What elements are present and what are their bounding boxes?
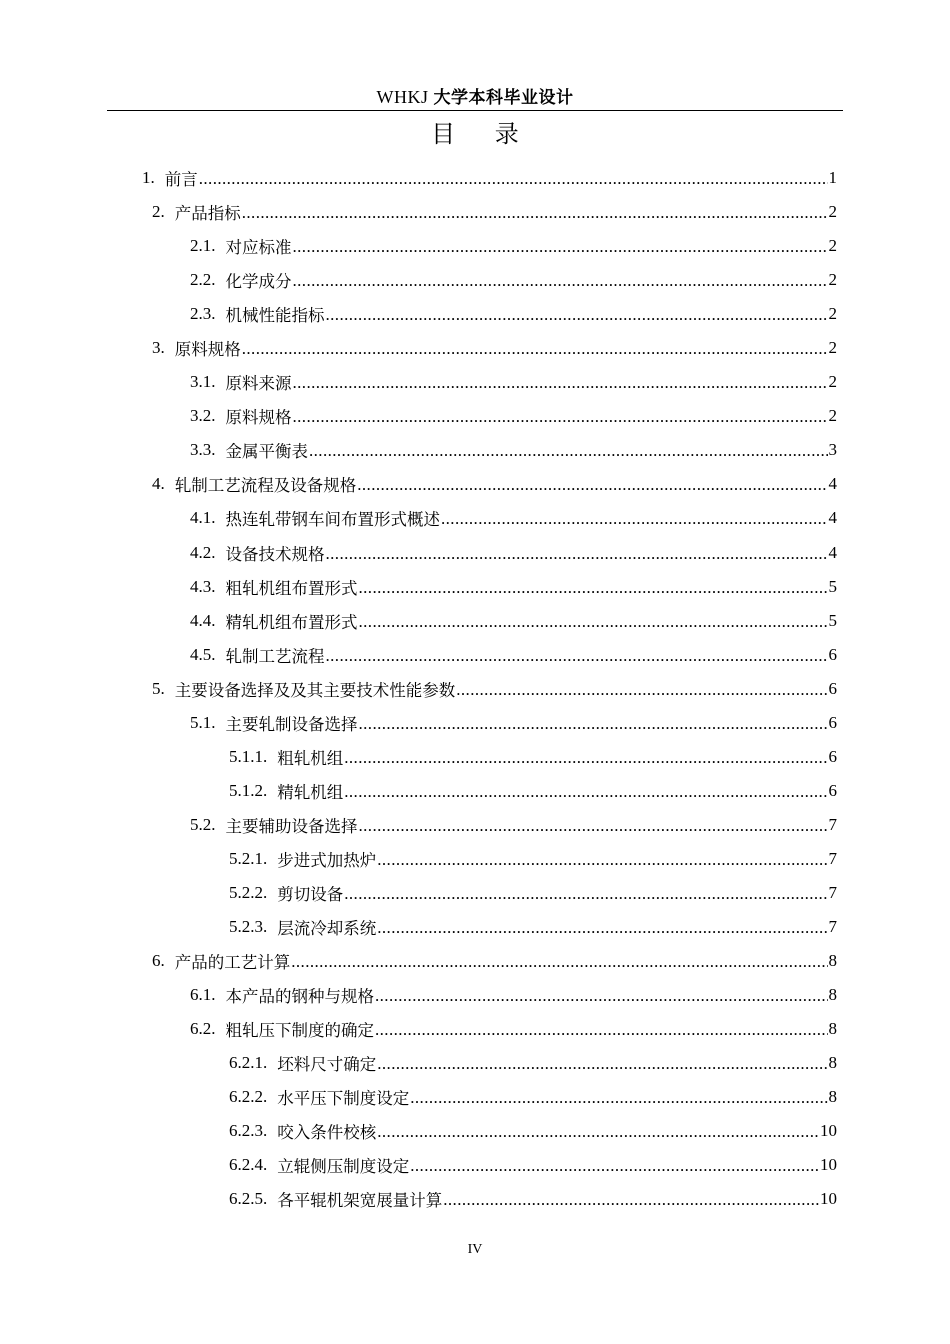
toc-entry-page-number: 2 xyxy=(828,406,837,426)
toc-entry-title: 轧制工艺流程及设备规格 xyxy=(174,476,357,496)
toc-entry-page-number: 8 xyxy=(828,1087,837,1107)
toc-dot-leader xyxy=(326,544,828,564)
toc-entry[interactable] xyxy=(0,570,950,604)
toc-dot-leader xyxy=(293,407,828,427)
toc-entry[interactable] xyxy=(0,1080,950,1114)
toc-entry[interactable] xyxy=(0,1012,950,1046)
toc-entry[interactable] xyxy=(0,774,950,808)
toc-entry-page-number: 8 xyxy=(828,1053,837,1073)
toc-entry-number: 5.2.2. xyxy=(229,883,268,902)
toc-entry-title: 原料规格 xyxy=(174,340,241,360)
toc-dot-leader xyxy=(326,305,828,325)
toc-dot-leader xyxy=(359,578,828,598)
toc-entry-number: 3.3. xyxy=(190,440,216,460)
toc-entry[interactable] xyxy=(0,263,950,297)
toc-entry-page-number: 8 xyxy=(828,985,837,1005)
toc-entry-number: 6.2.1. xyxy=(229,1053,268,1073)
toc-entry-page-number: 4 xyxy=(828,474,837,494)
toc-entry-title: 原料规格 xyxy=(225,408,292,428)
running-header xyxy=(107,84,843,110)
toc-dot-leader xyxy=(344,884,827,904)
toc-entry[interactable] xyxy=(0,808,950,842)
toc-dot-leader xyxy=(199,169,828,189)
toc-entry-title: 本产品的钢种与规格 xyxy=(225,987,374,1007)
toc-entry[interactable] xyxy=(0,1046,950,1080)
toc-entry-page-number: 2 xyxy=(828,372,837,392)
toc-entry[interactable] xyxy=(0,1148,950,1182)
toc-entry-page-number: 10 xyxy=(820,1189,837,1209)
toc-entry-page-number: 6 xyxy=(828,678,837,698)
toc-dot-leader xyxy=(359,612,828,632)
toc-title: 目 录 xyxy=(431,120,535,148)
header-latin-text: WHKJ xyxy=(376,87,429,107)
toc-dot-leader xyxy=(410,1156,819,1176)
toc-dot-leader xyxy=(293,237,828,257)
toc-entry-number: 4.1. xyxy=(190,508,216,528)
toc-entry-page-number: 4 xyxy=(828,542,837,562)
toc-entry-title: 层流冷却系统 xyxy=(277,919,377,939)
toc-entry[interactable] xyxy=(0,944,950,978)
toc-entry-title: 热连轧带钢车间布置形式概述 xyxy=(225,510,440,530)
toc-entry-page-number: 7 xyxy=(828,848,837,868)
toc-entry[interactable] xyxy=(0,706,950,740)
toc-entry-page-number: 2 xyxy=(828,338,837,358)
toc-entry-number: 6.2.3. xyxy=(229,1121,268,1141)
toc-entry-title: 坯料尺寸确定 xyxy=(277,1055,377,1075)
toc-dot-leader xyxy=(443,1190,819,1210)
toc-entry-page-number: 2 xyxy=(828,236,837,256)
toc-entry-title: 化学成分 xyxy=(225,272,292,292)
toc-entry[interactable] xyxy=(0,365,950,399)
toc-entry-number: 6.2.2. xyxy=(229,1087,268,1107)
toc-entry-title: 主要辅助设备选择 xyxy=(225,816,358,836)
toc-entry-number: 5.1. xyxy=(190,712,216,732)
toc-entry-page-number: 8 xyxy=(828,1019,837,1039)
toc-dot-leader xyxy=(291,952,827,972)
toc-entry[interactable] xyxy=(0,161,950,195)
toc-entry-title: 精轧机组布置形式 xyxy=(225,612,358,632)
toc-entry-page-number: 4 xyxy=(828,508,837,528)
toc-entry[interactable] xyxy=(0,536,950,570)
toc-dot-leader xyxy=(293,373,828,393)
toc-entry-number: 5.1.2. xyxy=(229,780,268,800)
toc-entry-title: 产品指标 xyxy=(174,204,241,224)
toc-entry-title: 精轧机组 xyxy=(277,782,344,802)
toc-dot-leader xyxy=(456,680,827,700)
table-of-contents xyxy=(0,161,950,1216)
toc-entry-page-number: 7 xyxy=(828,917,837,937)
toc-entry-number: 3. xyxy=(152,338,165,358)
toc-entry-title: 粗轧机组 xyxy=(277,748,344,768)
toc-dot-leader xyxy=(309,441,828,461)
toc-dot-leader xyxy=(377,1054,827,1074)
toc-entry-number: 2.2. xyxy=(190,270,216,290)
toc-entry[interactable] xyxy=(0,399,950,433)
toc-entry-title: 设备技术规格 xyxy=(225,544,325,564)
toc-dot-leader xyxy=(377,850,827,870)
toc-entry-title: 对应标准 xyxy=(225,238,292,258)
toc-entry[interactable] xyxy=(0,604,950,638)
toc-entry-number: 6.2.4. xyxy=(229,1155,268,1175)
toc-entry-number: 3.1. xyxy=(190,372,216,392)
toc-entry[interactable] xyxy=(0,1182,950,1216)
toc-entry-title: 剪切设备 xyxy=(277,885,344,904)
toc-entry-number: 4.3. xyxy=(190,576,216,596)
toc-entry-page-number: 5 xyxy=(828,576,837,596)
toc-entry-number: 6.1. xyxy=(190,985,216,1005)
toc-dot-leader xyxy=(344,748,827,768)
toc-entry-title: 步进式加热炉 xyxy=(277,850,377,870)
toc-entry-page-number: 5 xyxy=(828,610,837,630)
toc-dot-leader xyxy=(377,1122,819,1142)
toc-dot-leader xyxy=(359,714,828,734)
toc-entry-title: 轧制工艺流程 xyxy=(225,646,325,666)
toc-dot-leader xyxy=(344,782,827,802)
toc-entry-page-number: 6 xyxy=(828,746,837,766)
toc-entry-number: 6. xyxy=(152,951,165,971)
toc-dot-leader xyxy=(359,816,828,836)
toc-entry-number: 6.2. xyxy=(190,1019,216,1039)
toc-entry[interactable] xyxy=(0,501,950,535)
toc-entry-number: 5. xyxy=(152,678,165,698)
toc-entry[interactable] xyxy=(0,195,950,229)
toc-entry-number: 2.1. xyxy=(190,236,216,256)
toc-dot-leader xyxy=(326,646,828,666)
toc-entry-number: 1. xyxy=(142,168,155,188)
toc-entry[interactable] xyxy=(0,229,950,263)
toc-entry-title: 金属平衡表 xyxy=(225,442,308,462)
toc-dot-leader xyxy=(375,1020,828,1040)
toc-entry-number: 5.2.3. xyxy=(229,917,268,937)
toc-entry-page-number: 7 xyxy=(828,814,837,834)
toc-dot-leader xyxy=(441,509,828,529)
toc-entry[interactable] xyxy=(0,1114,950,1148)
toc-entry-title: 粗轧机组布置形式 xyxy=(225,578,358,598)
toc-entry-title: 咬入条件校核 xyxy=(277,1123,377,1143)
toc-entry-page-number: 6 xyxy=(828,644,837,664)
toc-entry-title: 各平辊机架宽展量计算 xyxy=(277,1191,443,1211)
toc-entry-title: 机械性能指标 xyxy=(225,306,325,326)
toc-entry-title: 主要设备选择及及其主要技术性能参数 xyxy=(174,680,456,700)
toc-entry-number: 5.2.1. xyxy=(229,848,268,868)
toc-entry[interactable] xyxy=(0,331,950,365)
toc-entry-number: 4.4. xyxy=(190,610,216,630)
toc-entry[interactable] xyxy=(0,672,950,706)
toc-entry[interactable] xyxy=(0,842,950,876)
toc-entry-number: 4.5. xyxy=(190,644,216,664)
toc-dot-leader xyxy=(242,203,828,223)
toc-entry-title: 主要轧制设备选择 xyxy=(225,714,358,734)
toc-entry-number: 4. xyxy=(152,474,165,494)
toc-entry-title: 原料来源 xyxy=(225,374,292,394)
toc-entry[interactable] xyxy=(0,876,950,910)
toc-entry-number: 2.3. xyxy=(190,304,216,324)
toc-entry-title: 立辊侧压制度设定 xyxy=(277,1157,410,1177)
toc-entry-title: 粗轧压下制度的确定 xyxy=(225,1021,374,1041)
toc-entry[interactable] xyxy=(0,297,950,331)
toc-dot-leader xyxy=(357,475,827,495)
toc-entry-page-number: 6 xyxy=(828,780,837,800)
toc-entry-number: 2. xyxy=(152,202,165,222)
toc-entry-page-number: 10 xyxy=(820,1155,837,1175)
toc-dot-leader xyxy=(410,1088,827,1108)
toc-entry-page-number: 3 xyxy=(828,440,837,460)
toc-entry-page-number: 10 xyxy=(820,1121,837,1141)
toc-dot-leader xyxy=(293,271,828,291)
toc-entry-page-number: 2 xyxy=(828,270,837,290)
toc-entry-number: 5.2. xyxy=(190,814,216,834)
header-rule xyxy=(107,110,843,111)
toc-entry-page-number: 6 xyxy=(828,712,837,732)
header-chinese-text: 大学本科毕业设计 xyxy=(433,88,574,108)
toc-dot-leader xyxy=(242,339,828,359)
toc-entry-title: 水平压下制度设定 xyxy=(277,1089,410,1109)
toc-entry-number: 4.2. xyxy=(190,542,216,562)
toc-entry-title: 前言 xyxy=(164,170,198,190)
toc-entry-page-number: 2 xyxy=(828,304,837,324)
toc-entry[interactable] xyxy=(0,467,950,501)
toc-entry-page-number: 8 xyxy=(828,951,837,971)
toc-entry-number: 5.1.1. xyxy=(229,746,268,766)
toc-dot-leader xyxy=(375,986,828,1006)
toc-entry-page-number: 2 xyxy=(828,202,837,222)
toc-entry-number: 6.2.5. xyxy=(229,1189,268,1209)
toc-entry[interactable] xyxy=(0,638,950,672)
toc-entry[interactable] xyxy=(0,740,950,774)
toc-entry-page-number: 7 xyxy=(828,883,837,902)
toc-entry-page-number: 1 xyxy=(828,168,837,188)
toc-entry[interactable] xyxy=(0,910,950,944)
toc-entry-title: 产品的工艺计算 xyxy=(174,953,291,973)
toc-entry[interactable] xyxy=(0,978,950,1012)
toc-entry-number: 3.2. xyxy=(190,406,216,426)
toc-dot-leader xyxy=(377,918,827,938)
toc-entry[interactable] xyxy=(0,433,950,467)
page-number: IV xyxy=(467,1242,483,1257)
